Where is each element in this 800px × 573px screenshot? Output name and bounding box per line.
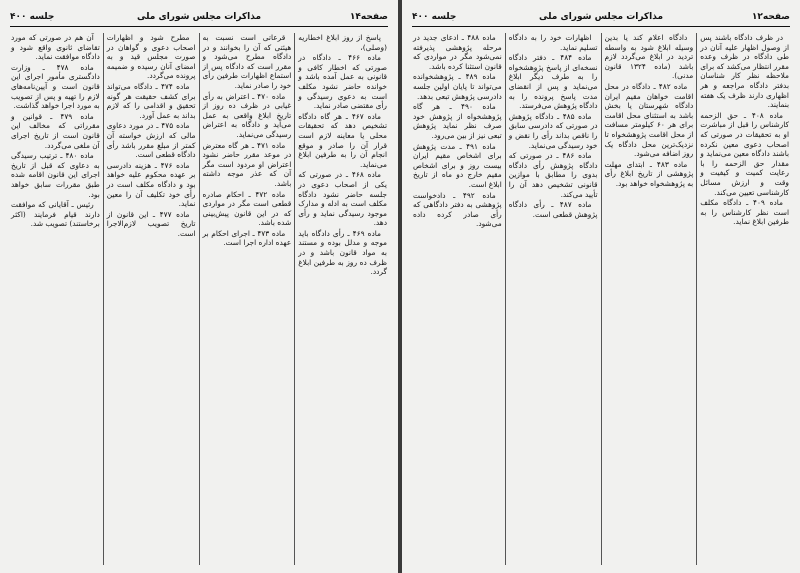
header-rule bbox=[412, 26, 790, 27]
text-column bbox=[8, 33, 103, 565]
session-number: جلسه ۴۰۰ bbox=[412, 12, 457, 22]
text-column bbox=[199, 33, 295, 565]
left-page bbox=[0, 0, 398, 573]
text-column bbox=[696, 33, 792, 565]
text-columns bbox=[410, 33, 792, 565]
paragraph: ماده ۴۶۹ ـ رأی دادگاه باید موجه و مدلل بوده و مستند به مواد قانون باشد و در ظرف ده روز به طرفین ابلاغ گردد. bbox=[298, 228, 387, 277]
paragraph: ماده ۴۸۷ ـ رأی دادگاه پژوهش قطعی است. bbox=[508, 200, 598, 219]
text-columns bbox=[8, 33, 390, 565]
paragraph: ماده ۴۷۳ ـ اجرای احکام بر عهده اداره اجرا است. bbox=[202, 228, 292, 248]
paragraph: اظهارات خود را به دادگاه تسلیم نماید. bbox=[508, 33, 598, 52]
page-header bbox=[10, 12, 388, 28]
text-column bbox=[505, 33, 601, 565]
right-page bbox=[402, 0, 800, 573]
paragraph: ماده ۴۹۲ ـ دادخواست پژوهشی به دفتر دادگاهی که رأی صادر کرده داده می‌شود. bbox=[413, 190, 502, 229]
paragraph: ماده ۴۰۸ ـ حق الزحمه کارشناس را قبل از مباشرت او به تحقیقات در صورتی که اصحاب دعوی معین نکرده باشند دادگاه معین می‌نماید و مقدار حق الزحمه را با رعایت کمیت و کیفیت و وقت و ارزش مسائل کارشناسی تعیین می‌کند. bbox=[700, 110, 789, 197]
paragraph: ماده ۴۷۶ ـ هزینه دادرسی بر عهده محکوم علیه خواهد بود و دادگاه مکلف است در رأی خود تکلیف آن را معین نماید. bbox=[106, 160, 196, 209]
paragraph: ماده ۴۸۳ ـ ابتدای مهلت پژوهشی از تاریخ ابلاغ رأی به پژوهشخواه خواهد بود. bbox=[604, 159, 694, 188]
paragraph: رئیس ـ آقایانی که موافقت دارند قیام فرمایند (اکثر برخاستند) تصویب شد. bbox=[11, 200, 100, 229]
paragraph: ماده ۴۸۸ ـ ادعای جدید در مرحله پژوهشی پذیرفته نمی‌شود مگر در مواردی که قانون استثنا کرده باشد. bbox=[413, 33, 502, 71]
paragraph: ماده ۴۷۲ ـ احکام صادره قطعی است مگر در مواردی که در این قانون پیش‌بینی شده باشد. bbox=[202, 189, 292, 228]
paragraph: ماده ۴۹۱ ـ مدت پژوهش برای اشخاص مقیم ایران بیست روز و برای اشخاص مقیم خارج دو ماه از تاریخ ابلاغ است. bbox=[413, 141, 502, 189]
page-header bbox=[412, 12, 790, 28]
paragraph: ماده ۴۸۵ ـ دادگاه پژوهش در صورتی که دادرسی سابق را ناقص بداند رأی را نقض و خود رسیدگی می‌نماید. bbox=[508, 111, 598, 150]
page-number: صفحه۱۴ bbox=[349, 12, 388, 22]
paragraph: ماده ۴۷۷ ـ این قانون از تاریخ تصویب لازم‌الاجرا است. bbox=[106, 209, 196, 238]
text-column bbox=[294, 33, 390, 565]
session-number: جلسه ۴۰۰ bbox=[10, 12, 55, 22]
paragraph: ماده ۴۰۹ ـ دادگاه مکلف است نظر کارشناس را به طرفین ابلاغ نماید. bbox=[700, 198, 789, 227]
header-rule bbox=[10, 26, 388, 27]
publication-title: مذاکرات مجلس شورای ملی bbox=[136, 12, 262, 22]
paragraph: ماده ۴۶۶ ـ دادگاه در صورتی که اخطار کافی و قانونی به عمل آمده باشد و خوانده حاضر نشود مکلف است به دعوی رسیدگی و رأی مقتضی صادر نماید. bbox=[298, 53, 387, 111]
paragraph: ماده ۴۶۸ ـ در صورتی که یکی از اصحاب دعوی در جلسه حاضر نشود دادگاه مکلف است به ادله و مدارک موجود رسیدگی نماید و رأی دهد. bbox=[298, 170, 387, 228]
paragraph: ماده ۴۹۰ ـ هر گاه پژوهشخواه از پژوهش خود صرف نظر نماید پژوهش تبعی نیز از بین می‌رود. bbox=[413, 102, 502, 140]
paragraph: آن هم در صورتی که مورد تقاضای ثانوی واقع شود و دادگاه موافقت نماید. bbox=[11, 33, 100, 62]
paragraph: ماده ۴۸۴ ـ دفتر دادگاه نسخه‌ای از پاسخ پژوهشخواه را به طرف دیگر ابلاغ می‌نماید و پس از انقضای مدت پاسخ پرونده را به دادگاه پژوهش می‌فرستد. bbox=[508, 53, 598, 111]
text-column bbox=[601, 33, 697, 565]
paragraph: پاسخ از روز ابلاغ اخطاریه (وصلی)، bbox=[298, 33, 387, 52]
paragraph: ماده ۴۷۸ ـ وزارت دادگستری مأمور اجرای این قانون است و آیین‌نامه‌های لازم را تهیه و پس از تصویب به مورد اجرا خواهد گذاشت. bbox=[11, 62, 100, 111]
paragraph: مطرح شود و اظهارات اصحاب دعوی و گواهان در صورت مجلس قید و به امضای آنان رسیده و ضمیمه پرونده می‌گردد. bbox=[106, 33, 196, 81]
publication-title: مذاکرات مجلس شورای ملی bbox=[538, 12, 664, 22]
paragraph: ماده ۴۷۵ ـ در مورد دعاوی مالی که ارزش خواسته آن کمتر از مبلغ مقرر باشد رأی دادگاه قطعی است. bbox=[106, 121, 196, 160]
text-column bbox=[103, 33, 199, 565]
paragraph: ماده ۴۷۱ ـ هر گاه معترض در موعد مقرر حاضر نشود اعتراض او مردود است مگر آن که عذر موجه داشته باشد. bbox=[202, 140, 292, 188]
paragraph: ماده ۴۷۹ ـ قوانین و مقرراتی که مخالف این قانون است از تاریخ اجرای آن ملغی می‌گردد. bbox=[11, 111, 100, 150]
paragraph: قرعاتی است نسبت به هیئتی که آن را بخوانند و در دادگاه مطرح می‌شود و مقرر است که دادگاه پس از استماع اظهارات طرفین رأی خود را صادر نماید. bbox=[202, 33, 292, 90]
paragraph: ماده ۴۷۰ ـ اعتراض به رأی غیابی در ظرف ده روز از تاریخ ابلاغ واقعی به عمل می‌آید و دادگاه به اعتراض رسیدگی می‌نماید. bbox=[202, 91, 292, 139]
paragraph: ماده ۴۸۲ ـ دادگاه در محل اقامت خواهان مقیم ایران دادگاه شهرستان یا بخش باشد به استثنای محل اقامت برای هر ۶۰ کیلومتر مسافت از محل اقامت پژوهشخواه تا نزدیک‌ترین محل دادگاه یک روز اضافه می‌شود. bbox=[604, 81, 694, 159]
paragraph: ماده ۴۸۶ ـ در صورتی که دادگاه پژوهش رأی دادگاه بدوی را مطابق با موازین قانونی تشخیص دهد آن را تأیید می‌کند. bbox=[508, 151, 598, 199]
paragraph: ماده ۴۸۹ ـ پژوهشخوانده می‌تواند تا پایان اولین جلسه دادرسی پژوهش تبعی بدهد. bbox=[413, 72, 502, 101]
text-column bbox=[410, 33, 505, 565]
paragraph: در ظرف دادگاه باشند پس از وصول اظهار علیه آنان در طی دادگاه در ظرف وعده مقرر انتظار می‌کشد که برای ملاحظه نظر کار شناسان بدفتر دادگاه مراجعه و هر اظهاری دارند ظرف یک هفته بنمایند. bbox=[700, 33, 789, 110]
paragraph: ماده ۴۸۰ ـ ترتیب رسیدگی به دعاوی که قبل از تاریخ اجرای این قانون اقامه شده طبق مقررات سابق خواهد بود. bbox=[11, 151, 100, 199]
page-number: صفحه۱۲ bbox=[751, 12, 790, 22]
paragraph: دادگاه اعلام کند یا بدین وسیله ابلاغ شود به واسطه تردید در ابلاغ می‌گردد لازم باشد (ماده ۱۳۲۴ قانون مدنی). bbox=[604, 33, 694, 81]
paragraph: ماده ۴۶۷ ـ هر گاه دادگاه تشخیص دهد که تحقیقات محلی یا معاینه لازم است قرار آن را صادر و موقع انجام آن را به طرفین ابلاغ می‌نماید. bbox=[298, 111, 387, 169]
paragraph: ماده ۴۷۴ ـ دادگاه می‌تواند برای کشف حقیقت هر گونه تحقیق و اقدامی را که لازم بداند به عمل آورد. bbox=[106, 81, 196, 120]
